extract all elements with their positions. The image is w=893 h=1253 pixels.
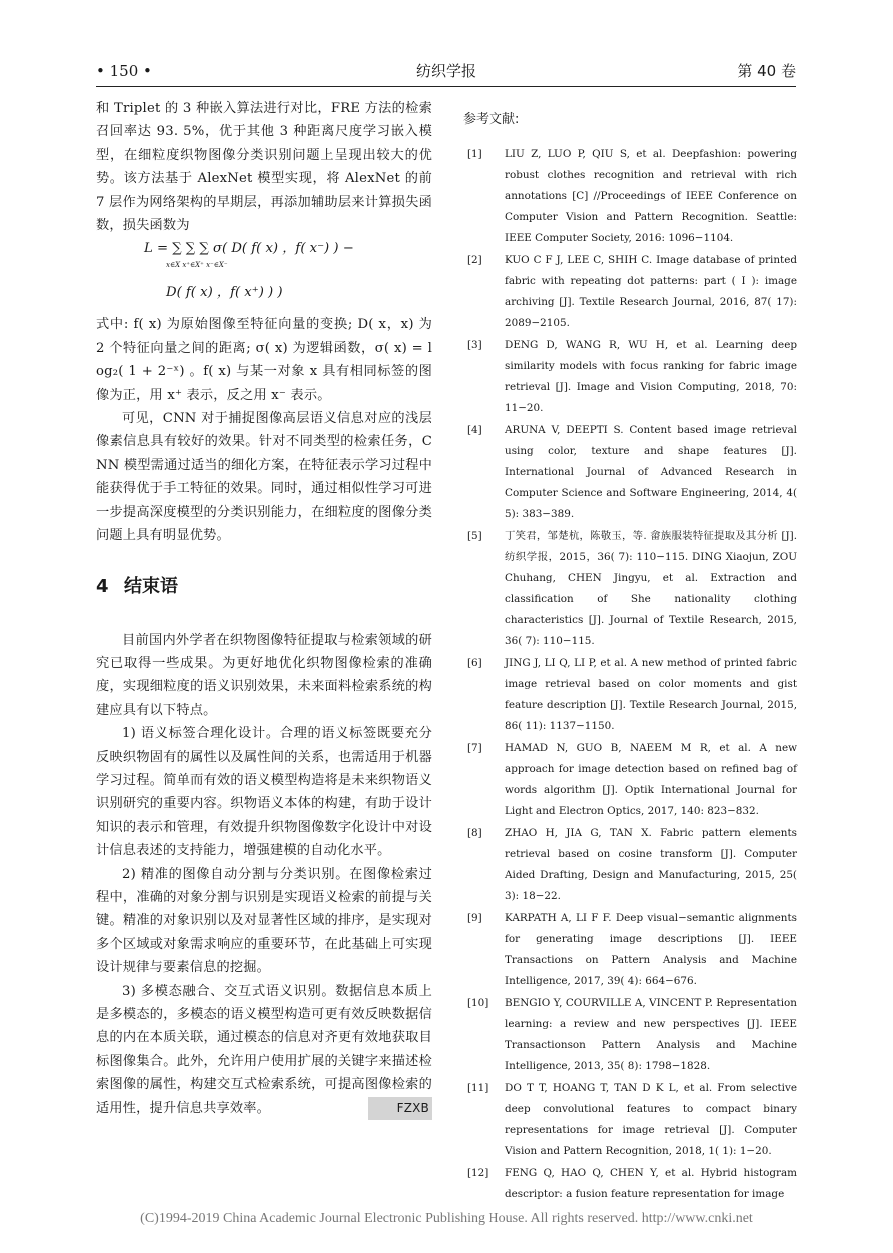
- reference-text: JING J, LI Q, LI P, et al. A new method of printed fabric image retrieval based on color moments and gist feature description [J]. Textile Research Journal, 2015, 86( 11): 1137−1150.: [505, 657, 797, 732]
- reference-item: [463, 335, 797, 419]
- volume-label: 第 40 卷: [737, 62, 796, 80]
- reference-item: [463, 144, 797, 249]
- reference-item: [463, 526, 797, 652]
- reference-item: [463, 993, 797, 1077]
- reference-text: BENGIO Y, COURVILLE A, VINCENT P. Representation learning: a review and new perspectives [J]. IEEE Transactionson Pattern Analysis and Machine Intelligence, 2013, 35( 8): 1798−1828.: [505, 997, 797, 1072]
- reference-number: [1]: [467, 148, 482, 160]
- journal-tag: FZXB: [368, 1097, 432, 1120]
- reference-item: [463, 738, 797, 822]
- reference-text: DO T T, HOANG T, TAN D K L, et al. From selective deep convolutional features to compact binary representations for image retrieval [J]. Computer Vision and Pattern Recognition, 2018, 1( 1): 1−20.: [505, 1082, 797, 1157]
- reference-number: [6]: [467, 657, 482, 669]
- header-rule: [96, 86, 796, 87]
- paragraph-continuation: 和 Triplet 的 3 种嵌入算法进行对比，FRE 方法的检索召回率达 93. 5%，优于其他 3 种距离尺度学习嵌入模型，在细粒度织物图像分类识别问题上呈现出较大的优势。该方法基于 AlexNet 模型实现，将 AlexNet 的前 7 层作为网络架构的早期层，再添加辅助层来计算损失函数，损失函数为: [96, 101, 432, 234]
- running-header: [96, 58, 796, 84]
- reference-item: [463, 420, 797, 525]
- reference-number: [10]: [467, 997, 489, 1009]
- reference-text: 丁笑君，邹楚杭，陈敬玉，等. 畲族服装特征提取及其分析 [J]. 纺织学报，2015，36( 7): 110−115. DING Xiaojun, ZOU Chuhang, CHEN Jingyu, et al. Extraction and classification of She nationality clothing characteristics [J]. Journal of Textile Research, 2015, 36( 7): 110−115.: [505, 530, 797, 647]
- paragraph-point-3-text: 3) 多模态融合、交互式语义识别。数据信息本质上是多模态的，多模态的语义模型构造可更有效反映数据信息的内在本质关联，通过模态的信息对齐更有效地获取目标图像集合。此外，允许用户使用扩展的关键字来描述检索图像的属性，构建交互式检索系统，可提高图像检索的适用性，提升信息共享效率。: [96, 983, 432, 1116]
- formula-line-1: L = ∑ ∑ ∑ σ( D( f( x) ，f( x⁻) ) −: [144, 241, 354, 257]
- reference-text: HAMAD N, GUO B, NAEEM M R, et al. A new approach for image detection based on refined bag of words algorithm [J]. Optik International Journal for Light and Electron Optics, 2017, 140: 823−832.: [505, 742, 797, 817]
- left-column: [96, 97, 432, 1120]
- reference-text: FENG Q, HAO Q, CHEN Y, et al. Hybrid histogram descriptor: a fusion feature representation for image: [505, 1167, 797, 1200]
- formula-line-2: D( f( x) ，f( x⁺) ) ): [166, 285, 283, 301]
- reference-item: [463, 823, 797, 907]
- reference-number: [8]: [467, 827, 482, 839]
- reference-number: [12]: [467, 1167, 489, 1179]
- section-heading: [96, 575, 432, 599]
- references-column: [463, 110, 797, 1206]
- paragraph-point-1: 1) 语义标签合理化设计。合理的语义标签既要充分反映织物固有的属性以及属性间的关系，也需适用于机器学习过程。简单而有效的语义模型构造将是未来织物语义识别研究的重要内容。织物语义本体的构建，有助于设计知识的表示和管理，有效提升织物图像数字化设计中对设计信息表述的支持能力，增强建模的自动化水平。: [96, 726, 432, 859]
- reference-item: [463, 653, 797, 737]
- reference-number: [5]: [467, 530, 482, 542]
- reference-number: [7]: [467, 742, 482, 754]
- formula-subscripts: x∈X x⁺∈X⁺ x⁻∈X⁻: [166, 261, 228, 270]
- reference-item: [463, 1078, 797, 1162]
- reference-number: [9]: [467, 912, 482, 924]
- paragraph-definitions: 式中: f( x) 为原始图像至特征向量的变换; D( x，x) 为 2 个特征向量之间的距离; σ( x) 为逻辑函数，σ( x) = log₂( 1 + 2⁻ˣ) 。f( x) 与某一对象 x 具有相同标签的图像为正，用 x⁺ 表示，反之用 x⁻ 表示。: [96, 317, 432, 403]
- reference-item: [463, 250, 797, 334]
- paragraph-conclusion-intro: 目前国内外学者在织物图像特征提取与检索领域的研究已取得一些成果。为更好地优化织物图像检索的准确度，实现细粒度的语义识别效果，未来面料检索系统的构建应具有以下特点。: [96, 632, 432, 718]
- reference-number: [3]: [467, 339, 482, 351]
- reference-number: [2]: [467, 254, 482, 266]
- paragraph-cnn-summary: 可见，CNN 对于捕捉图像高层语义信息对应的浅层像素信息具有较好的效果。针对不同类型的检索任务，CNN 模型需通过适当的细化方案，在特征表示学习过程中能获得优于手工特征的效果。同时，通过相似性学习可进一步提高深度模型的分类识别能力，在细粒度的图像分类问题上具有明显优势。: [96, 411, 432, 544]
- journal-name: 纺织学报: [415, 62, 476, 80]
- paragraph-point-3: [96, 980, 432, 1120]
- reference-text: LIU Z, LUO P, QIU S, et al. Deepfashion: powering robust clothes recognition and retrieval with rich annotations [C] //Proceedings of IEEE Conference on Computer Vision and Pattern Recognition. Seattle: IEEE Computer Society, 2016: 1096−1104.: [505, 148, 797, 244]
- reference-number: [4]: [467, 424, 482, 436]
- paragraph-point-2: 2) 精准的图像自动分割与分类识别。在图像检索过程中，准确的对象分割与识别是实现语义检索的前提与关键。精准的对象识别以及对显著性区域的排序，是实现对多个区域或对象需求响应的重要环节，在此基础上可实现设计规律与要素信息的挖掘。: [96, 866, 432, 976]
- references-heading: 参考文献:: [463, 112, 520, 127]
- reference-text: DENG D, WANG R, WU H, et al. Learning deep similarity models with focus ranking for fabric image retrieval [J]. Image and Vision Computing, 2018, 70: 11−20.: [505, 339, 797, 414]
- reference-number: [11]: [467, 1082, 489, 1094]
- page-number: • 150 •: [96, 62, 152, 80]
- reference-item: [463, 908, 797, 992]
- reference-text: ARUNA V, DEEPTI S. Content based image retrieval using color, texture and shape features [J]. International Journal of Advanced Research in Computer Science and Software Engineering, 2014, 4( 5): 383−389.: [505, 424, 797, 520]
- reference-text: KUO C F J, LEE C, SHIH C. Image database of printed fabric with repeating dot patterns: part ( I ): image archiving [J]. Textile Research Journal, 2016, 87( 17): 2089−2105.: [505, 254, 797, 329]
- reference-text: KARPATH A, LI F F. Deep visual−semantic alignments for generating image descriptions [J]. IEEE Transactions on Pattern Analysis and Machine Intelligence, 2017, 39( 4): 664−676.: [505, 912, 797, 987]
- reference-item: [463, 1163, 797, 1205]
- section-number: 4: [96, 575, 109, 597]
- section-title: 结束语: [124, 575, 178, 597]
- copyright-footer: (C)1994-2019 China Academic Journal Electronic Publishing House. All rights reserved. http://www.cnki.net: [140, 1211, 753, 1226]
- loss-formula: [96, 237, 432, 313]
- reference-text: ZHAO H, JIA G, TAN X. Fabric pattern elements retrieval based on cosine transform [J]. Computer Aided Drafting, Design and Manufacturing, 2015, 25( 3): 18−22.: [505, 827, 797, 902]
